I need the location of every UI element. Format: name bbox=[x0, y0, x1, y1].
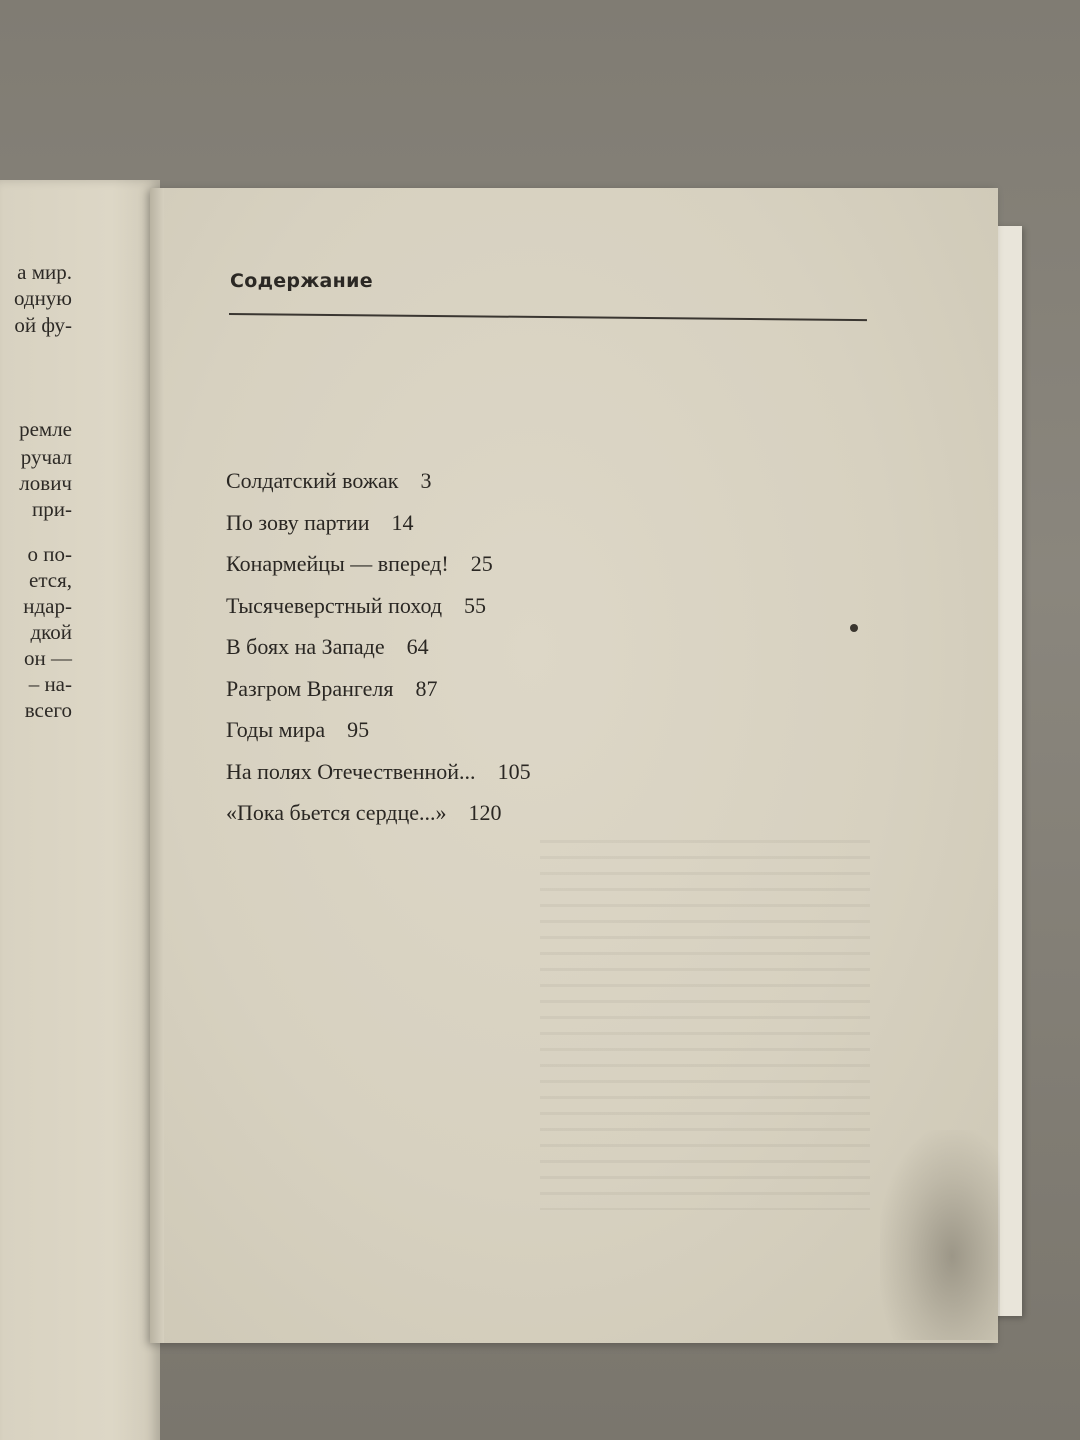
toc-list bbox=[226, 460, 531, 834]
left-page-line: ой фу- bbox=[14, 313, 72, 337]
toc-entry-title: По зову партии bbox=[226, 509, 370, 535]
toc-entry bbox=[226, 626, 531, 668]
toc-entry bbox=[226, 792, 531, 834]
toc-entry-title: Солдатский вожак bbox=[226, 468, 399, 493]
toc-entry-page: 14 bbox=[391, 509, 414, 535]
show-through-text bbox=[540, 840, 870, 1210]
ink-speck bbox=[850, 624, 858, 632]
left-page-line: а мир. bbox=[17, 260, 72, 284]
toc-entry-page: 95 bbox=[347, 717, 370, 742]
toc-entry-title: Конармейцы — вперед! bbox=[226, 551, 449, 576]
toc-entry bbox=[226, 668, 531, 710]
toc-entry bbox=[226, 460, 531, 502]
left-page-line: при- bbox=[32, 497, 72, 521]
toc-entry bbox=[226, 543, 531, 585]
toc-entry-page: 87 bbox=[415, 675, 438, 701]
toc-entry bbox=[226, 709, 531, 751]
toc-entry bbox=[226, 502, 531, 544]
left-page-line: одную bbox=[13, 286, 72, 310]
left-page-line: всего bbox=[24, 698, 72, 722]
left-page-line: ется, bbox=[29, 568, 72, 592]
toc-entry-page: 64 bbox=[406, 634, 429, 659]
left-page-line: ремле bbox=[19, 417, 72, 441]
toc-entry-page: 120 bbox=[468, 800, 502, 825]
left-page-line: он — bbox=[24, 646, 72, 670]
toc-entry-page: 25 bbox=[470, 551, 493, 576]
toc-entry-title: В боях на Западе bbox=[226, 634, 385, 659]
toc-heading: Содержание bbox=[230, 270, 373, 292]
toc-entry-page: 3 bbox=[420, 468, 432, 493]
toc-entry bbox=[226, 585, 531, 627]
toc-entry bbox=[226, 751, 531, 793]
left-page-line: ручал bbox=[20, 445, 72, 469]
left-page-line: – на- bbox=[28, 672, 72, 696]
toc-entry-title: Годы мира bbox=[226, 717, 326, 742]
toc-entry-title: Разгром Врангеля bbox=[226, 675, 394, 701]
book-gutter bbox=[150, 188, 164, 1343]
toc-entry-page: 55 bbox=[464, 592, 487, 618]
previous-page bbox=[0, 180, 160, 1440]
left-page-line: ндар- bbox=[23, 594, 72, 618]
left-page-line: дкой bbox=[30, 620, 72, 644]
page-stain bbox=[880, 1130, 1000, 1340]
left-page-line: о по- bbox=[27, 542, 72, 566]
toc-entry-title: На полях Отечественной... bbox=[226, 758, 476, 784]
toc-entry-title: Тысячеверстный поход bbox=[226, 592, 443, 618]
toc-entry-title: «Пока бьется сердце...» bbox=[226, 800, 447, 825]
left-page-line: лович bbox=[19, 471, 72, 495]
toc-entry-page: 105 bbox=[497, 758, 531, 784]
